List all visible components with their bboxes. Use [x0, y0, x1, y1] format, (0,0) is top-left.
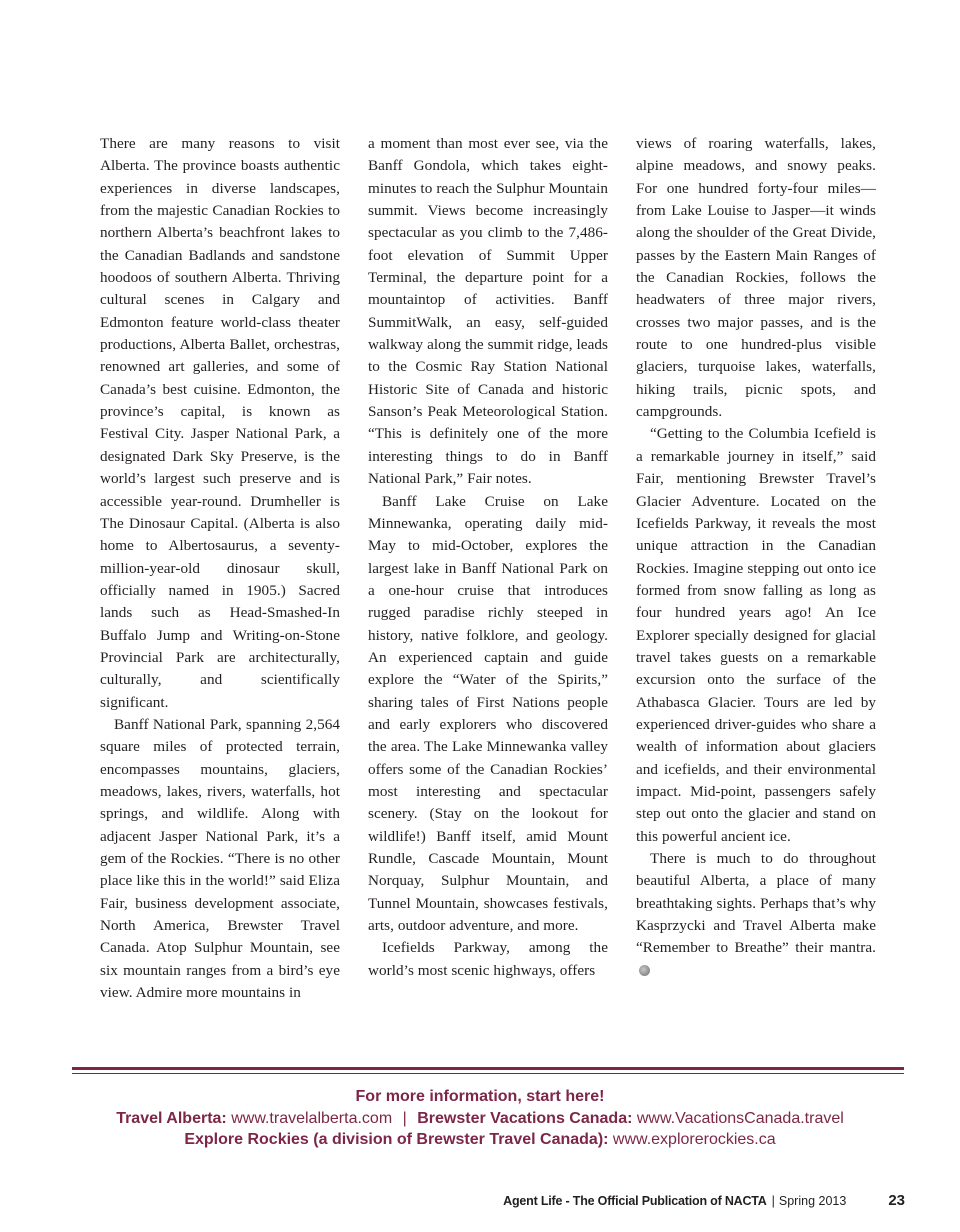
- article-paragraph-last: [636, 848, 876, 982]
- brewster-label: Brewster Vacations Canada:: [417, 1109, 633, 1127]
- brewster-link[interactable]: www.VacationsCanada.travel: [636, 1109, 844, 1127]
- article-paragraph: There are many reasons to visit Alberta. The province boasts authentic experiences in diverse landscapes, from the majestic Canadian Rockies to northern Alberta’s beachfront lakes to the Canadian Badlands and sandstone hoodoos of southern Alberta. Thriving cultural scenes in Calgary and Edmonton feature world-class theater productions, Alberta Ballet, orchestras, renowned art galleries, and some of Canada’s best cuisine. Edmonton, the province’s capital, is known as Festival City. Jasper National Park, a designated Dark Sky Preserve, is the world’s largest such preserve and is accessible year-round. Drumheller is The Dinosaur Capital. (Alberta is also home to Albertosaurus, a seventy-million-year-old dinosaur skull, officially named in 1905.) Sacred lands such as Head-Smashed-In Buffalo Jump and Writing-on-Stone Provincial Park are architecturally, culturally, and scientifically significant.: [100, 135, 340, 711]
- divider-rule-thin: [72, 1073, 904, 1074]
- divider-rule: [72, 1067, 904, 1070]
- article-paragraph: views of roaring waterfalls, lakes, alpine meadows, and snowy peaks. For one hundred forty-four miles—from Lake Louise to Jasper—it winds along the shoulder of the Great Divide, passes by the Eastern Main Ranges of the Canadian Rockies, follows the headwaters of three major rivers, crosses two major passes, and is the route to one hundred-plus visible glaciers, turquoise lakes, waterfalls, hiking trails, picnic spots, and campgrounds.: [636, 135, 876, 421]
- article-column-3: [636, 133, 876, 1004]
- more-info-line-1: [40, 1108, 920, 1130]
- explore-rockies-label: Explore Rockies (a division of Brewster Travel Canada):: [184, 1131, 609, 1148]
- travel-alberta-label: Travel Alberta:: [116, 1109, 227, 1127]
- explore-rockies-link[interactable]: www.explorerockies.ca: [612, 1131, 776, 1148]
- article-column-1: [100, 133, 340, 1004]
- travel-alberta-link[interactable]: www.travelalberta.com: [231, 1109, 393, 1127]
- article-paragraph: “Getting to the Columbia Icefield is a remarkable journey in itself,” said Fair, mentioning Brewster Travel’s Glacier Adventure. Located on the Icefields Parkway, it reveals the most unique attraction in the Canadian Rockies. Imagine stepping out onto ice formed from snow falling as long as four hundred years ago! An Ice Explorer specially designed for glacial travel takes guests on a remarkable excursion onto the surface of the Athabasca Glacier. Tours are led by experienced driver-guides who share a wealth of information about glaciers and icefields, and their environmental impact. Mid-point, passengers safely step out onto the glacier and stand on this powerful ancient ice.: [636, 425, 876, 845]
- page-footer: [503, 1192, 905, 1209]
- end-of-article-icon: [639, 965, 650, 976]
- article-columns: [100, 133, 876, 1004]
- issue-date: Spring 2013: [778, 1194, 847, 1208]
- footer-separator: |: [771, 1194, 775, 1208]
- article-paragraph-text: There is much to do throughout beautiful Alberta, a place of many breathtaking sights. Perhaps that’s why Kasprzycki and Travel Alberta make “Remember to Breathe” their mantra.: [636, 850, 876, 957]
- page-number: 23: [888, 1192, 905, 1209]
- article-column-2: [368, 133, 608, 1004]
- publication-name: Agent Life - The Official Publication of NACTA: [503, 1194, 767, 1208]
- article-paragraph: a moment than most ever see, via the Banff Gondola, which takes eight-minutes to reach the Sulphur Mountain summit. Views become increasingly spectacular as you climb to the 7,486-foot elevation of Summit Upper Terminal, the departure point for a mountaintop of activities. Banff SummitWalk, an easy, self-guided walkway along the summit ridge, leads to the Cosmic Ray Station National Historic Site of Canada and historic Sanson’s Peak Meteorological Station. “This is definitely one of the more interesting things to do in Banff National Park,” Fair notes.: [368, 135, 608, 488]
- link-separator: |: [402, 1109, 407, 1127]
- article-paragraph: Banff Lake Cruise on Lake Minnewanka, operating daily mid-May to mid-October, explores the largest lake in Banff National Park on a one-hour cruise that introduces rugged paradise richly steeped in history, native folklore, and geology. An experienced captain and guide explore the “Water of the Spirits,” sharing tales of First Nations people and early explorers who discovered the area. The Lake Minnewanka valley offers some of the Canadian Rockies’ most interesting and spectacular scenery. (Stay on the lookout for wildlife!) Banff itself, amid Mount Rundle, Cascade Mountain, Mount Norquay, Sulphur Mountain, and Tunnel Mountain, showcases festivals, arts, outdoor adventure, and more.: [368, 492, 608, 935]
- article-paragraph: Icefields Parkway, among the world’s most scenic highways, offers: [368, 939, 608, 979]
- article-paragraph: Banff National Park, spanning 2,564 square miles of protected terrain, encompasses mountains, glaciers, meadows, lakes, rivers, waterfalls, hot springs, and wildlife. Along with adjacent Jasper National Park, it’s a gem of the Rockies. “There is no other place like this in the world!” said Eliza Fair, business development associate, North America, Brewster Travel Canada. Atop Sulphur Mountain, see six mountain ranges from a bird’s eye view. Admire more mountains in: [100, 715, 340, 1002]
- more-info-box: [40, 1086, 920, 1151]
- more-info-line-2: [40, 1129, 920, 1151]
- more-info-heading: For more information, start here!: [355, 1088, 605, 1105]
